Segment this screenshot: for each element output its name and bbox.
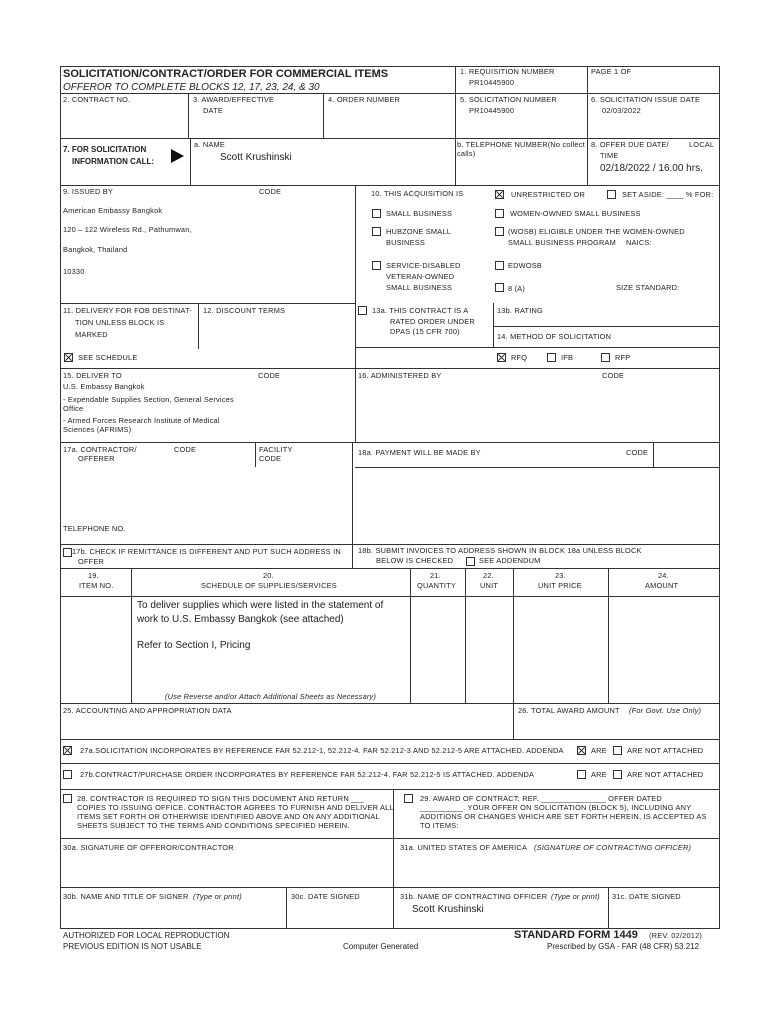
b27a-are-not-checkbox[interactable] bbox=[613, 746, 622, 755]
col24-num: 24. bbox=[658, 571, 669, 580]
delivery-fob-label-2: TION UNLESS BLOCK IS bbox=[75, 318, 165, 327]
rule-r-30b bbox=[60, 887, 720, 888]
women-owned-checkbox[interactable] bbox=[495, 209, 504, 218]
officer-name-note: (Type or print) bbox=[551, 892, 600, 901]
edwosb-label: EDWOSB bbox=[508, 261, 543, 270]
b27a-are-label: ARE bbox=[591, 746, 607, 755]
sdvosb-label-2: VETERAN-OWNED bbox=[386, 272, 455, 281]
b29-line1: 29. AWARD OF CONTRACT: REF. _______________ OFFER DATED bbox=[420, 794, 662, 803]
issued-by-label: 9. ISSUED BY bbox=[63, 187, 114, 196]
ifb-checkbox[interactable] bbox=[547, 353, 556, 362]
rule-b14 bbox=[355, 347, 720, 348]
offeror-signature-label: 30a. SIGNATURE OF OFFEROR/CONTRACTOR bbox=[63, 843, 234, 852]
issue-date-label: 6. SOLICITATION ISSUE DATE bbox=[591, 95, 701, 104]
vrule-31b-31c bbox=[608, 887, 609, 928]
administered-by-code-label: CODE bbox=[602, 371, 625, 380]
wosb-checkbox[interactable] bbox=[495, 227, 504, 236]
prescribed-by: Prescribed by GSA - FAR (48 CFR) 53.212 bbox=[547, 942, 700, 951]
schedule-description-2[interactable]: work to U.S. Embassy Bangkok (see attached) bbox=[137, 614, 344, 625]
footer-computer-generated: Computer Generated bbox=[343, 942, 419, 951]
req-number-label: 1. REQUISITION NUMBER bbox=[460, 67, 555, 76]
b27b-checkbox[interactable] bbox=[63, 770, 72, 779]
small-business-label: SMALL BUSINESS bbox=[386, 209, 453, 218]
set-aside-label: SET ASIDE: ____ % FOR: bbox=[622, 190, 714, 199]
rule-r3 bbox=[60, 185, 720, 186]
offer-due-local: LOCAL bbox=[689, 140, 715, 149]
sdvosb-label-3: SMALL BUSINESS bbox=[386, 283, 453, 292]
discount-terms-label: 12. DISCOUNT TERMS bbox=[203, 306, 286, 315]
vrule-3-4 bbox=[323, 93, 324, 138]
frame-right bbox=[719, 66, 720, 928]
b27b-are-not-checkbox[interactable] bbox=[613, 770, 622, 779]
rfq-checkbox[interactable] bbox=[497, 353, 506, 362]
vrule-17-18 bbox=[352, 442, 353, 544]
vrule-17b-18b bbox=[352, 544, 353, 568]
col21-header: QUANTITY bbox=[417, 581, 456, 590]
arrow-right-icon bbox=[171, 149, 184, 163]
b28-checkbox[interactable] bbox=[63, 794, 72, 803]
block7-label-2: INFORMATION CALL: bbox=[72, 157, 155, 166]
vrule-7a bbox=[190, 138, 191, 185]
telephone-label-2: calls) bbox=[457, 149, 476, 158]
naics-label: NAICS: bbox=[626, 238, 652, 247]
deliver-to-line3[interactable]: Office bbox=[63, 404, 84, 413]
remittance-label: 17b. CHECK IF REMITTANCE IS DIFFERENT AND PUT SUCH ADDRESS IN bbox=[72, 547, 341, 556]
b27b-label: 27b.CONTRACT/PURCHASE ORDER INCORPORATES BY REFERENCE FAR 52.212-4. FAR 52.212-5 IS ATTACHED. ADDENDA bbox=[80, 770, 535, 779]
col20-num: 20. bbox=[263, 571, 274, 580]
rule-b18a-bottom bbox=[355, 467, 720, 468]
vrule-18a-code bbox=[653, 442, 654, 467]
small-business-checkbox[interactable] bbox=[372, 209, 381, 218]
solicitation-number-label: 5. SOLICITATION NUMBER bbox=[460, 95, 557, 104]
telephone-label: b. TELEPHONE NUMBER(No collect bbox=[457, 140, 585, 149]
form-title: SOLICITATION/CONTRACT/ORDER FOR COMMERCIAL ITEMS bbox=[63, 68, 389, 80]
invoices-label: 18b. SUBMIT INVOICES TO ADDRESS SHOWN IN BLOCK 18a UNLESS BLOCK bbox=[358, 546, 642, 555]
usa-signature-label: 31a. UNITED STATES OF AMERICA bbox=[400, 843, 528, 852]
method-label: 14. METHOD OF SOLICITATION bbox=[497, 332, 612, 341]
award-date-label-2: DATE bbox=[203, 106, 223, 115]
officer-date-label: 31c. DATE SIGNED bbox=[612, 892, 681, 901]
col21-num: 21. bbox=[430, 571, 441, 580]
b27a-are-not-label: ARE NOT ATTACHED bbox=[627, 746, 704, 755]
delivery-fob-label: 11. DELIVERY FOR FOB DESTINAT- bbox=[63, 306, 193, 315]
invoices-label-2: BELOW IS CHECKED bbox=[376, 556, 454, 565]
eight-a-checkbox[interactable] bbox=[495, 283, 504, 292]
footer-reproduction: AUTHORIZED FOR LOCAL REPRODUCTION bbox=[63, 931, 230, 940]
rule-r-27b bbox=[60, 763, 720, 764]
officer-name-label: 31b. NAME OF CONTRACTING OFFICER bbox=[400, 892, 548, 901]
total-award-label: 26. TOTAL AWARD AMOUNT bbox=[518, 706, 620, 715]
b28-line1: 28. CONTRACTOR IS REQUIRED TO SIGN THIS DOCUMENT AND RETURN ___ bbox=[77, 794, 365, 803]
facility-code-label-2: CODE bbox=[259, 454, 282, 463]
vrule-25-26 bbox=[513, 703, 514, 739]
rule-r-25 bbox=[60, 703, 720, 704]
deliver-to-line4[interactable]: - Armed Forces Research Institute of Medical bbox=[63, 416, 220, 425]
offeror-date-label: 30c. DATE SIGNED bbox=[291, 892, 360, 901]
rfp-checkbox[interactable] bbox=[601, 353, 610, 362]
vrule-main bbox=[355, 185, 356, 442]
rule-b11-top bbox=[60, 303, 355, 304]
unrestricted-checkbox[interactable] bbox=[495, 190, 504, 199]
col22-header: UNIT bbox=[480, 581, 499, 590]
deliver-to-label: 15. DELIVER TO bbox=[63, 371, 122, 380]
vrule-col22 bbox=[513, 568, 514, 703]
payment-code-label: CODE bbox=[626, 448, 649, 457]
b27b-are-checkbox[interactable] bbox=[577, 770, 586, 779]
sdvosb-label: SERVICE-DISABLED bbox=[386, 261, 461, 270]
rule-r-27a bbox=[60, 739, 720, 740]
rule-r2 bbox=[60, 138, 720, 139]
vrule-col20 bbox=[410, 568, 411, 703]
remittance-label-2: OFFER bbox=[78, 557, 105, 566]
frame-left bbox=[60, 66, 61, 928]
footer-previous-edition: PREVIOUS EDITION IS NOT USABLE bbox=[63, 942, 202, 951]
page-label: PAGE 1 OF bbox=[591, 67, 632, 76]
schedule-description-3[interactable]: Refer to Section I, Pricing bbox=[137, 640, 251, 651]
contractor-label-2: OFFERER bbox=[78, 454, 115, 463]
col23-num: 23. bbox=[555, 571, 566, 580]
sdvosb-checkbox[interactable] bbox=[372, 261, 381, 270]
rated-order-label-3: DPAS (15 CFR 700) bbox=[390, 327, 460, 336]
rated-order-label: 13a. THIS CONTRACT IS A bbox=[372, 306, 469, 315]
administered-by-label: 16. ADMINISTERED BY bbox=[358, 371, 442, 380]
signer-name-label: 30b. NAME AND TITLE OF SIGNER bbox=[63, 892, 189, 901]
set-aside-checkbox[interactable] bbox=[607, 190, 616, 199]
acquisition-label: 10. THIS ACQUISITION IS bbox=[371, 189, 464, 198]
offer-due-label: 8. OFFER DUE DATE/ bbox=[591, 140, 669, 149]
vrule-col23 bbox=[608, 568, 609, 703]
b29-checkbox[interactable] bbox=[404, 794, 413, 803]
wosb-label-2: SMALL BUSINESS PROGRAM bbox=[508, 238, 617, 247]
b27b-are-not-label: ARE NOT ATTACHED bbox=[627, 770, 704, 779]
b29-line3: ADDITIONS OR CHANGES WHICH ARE SET FORTH HEREIN, IS ACCEPTED AS bbox=[420, 812, 707, 821]
form-name: STANDARD FORM 1449 bbox=[514, 929, 638, 941]
vrule-30b-30c bbox=[286, 887, 287, 928]
b29-line2: __________. YOUR OFFER ON SOLICITATION (BLOCK 5), INCLUDING ANY bbox=[420, 803, 692, 812]
hubzone-label-2: BUSINESS bbox=[386, 238, 425, 247]
block7-label: 7. FOR SOLICITATION bbox=[63, 145, 147, 154]
see-addendum-checkbox[interactable] bbox=[466, 557, 475, 566]
solicitation-number-value[interactable]: PR10445900 bbox=[469, 106, 515, 115]
unrestricted-label: UNRESTRICTED OR bbox=[511, 190, 586, 199]
signer-name-note: (Type or print) bbox=[193, 892, 242, 901]
issue-date-value[interactable]: 02/03/2022 bbox=[602, 106, 641, 115]
vrule-2-3 bbox=[188, 93, 189, 138]
vrule-13 bbox=[493, 303, 494, 347]
eight-a-label: 8 (A) bbox=[508, 284, 526, 293]
rule-r-28 bbox=[60, 789, 720, 790]
col19-num: 19. bbox=[88, 571, 99, 580]
vrule-page bbox=[587, 66, 588, 185]
accounting-label: 25. ACCOUNTING AND APPROPRIATION DATA bbox=[63, 706, 232, 715]
rule-r-17 bbox=[60, 442, 720, 443]
b27b-are-label: ARE bbox=[591, 770, 607, 779]
b27a-label: 27a.SOLICITATION INCORPORATES BY REFERENCE FAR 52.212-1, 52.212-4. FAR 52.212-3 AND 52.212-5 ARE ATTACHED. ADDENDA bbox=[80, 746, 564, 755]
rule-r-30a bbox=[60, 838, 720, 839]
offer-due-time-label: TIME bbox=[600, 151, 619, 160]
contact-name-label: a. NAME bbox=[194, 140, 225, 149]
telephone-no-label: TELEPHONE NO. bbox=[63, 524, 126, 533]
vrule-11-12 bbox=[198, 303, 199, 349]
rfq-label: RFQ bbox=[511, 353, 528, 362]
issued-by-line2[interactable]: 120 – 122 Wireless Rd., Pathumwan, bbox=[63, 225, 192, 234]
schedule-note: (Use Reverse and/or Attach Additional Sheets as Necessary) bbox=[165, 692, 377, 701]
b28-line2: COPIES TO ISSUING OFFICE. CONTRACTOR AGREES TO FURNISH AND DELIVER ALL bbox=[77, 803, 394, 812]
size-standard-label: SIZE STANDARD: bbox=[616, 283, 680, 292]
form-revision: (REV. 02/2012) bbox=[649, 931, 703, 940]
women-owned-label: WOMEN-OWNED SMALL BUSINESS bbox=[510, 209, 641, 218]
usa-signature-note: (SIGNATURE OF CONTRACTING OFFICER) bbox=[534, 843, 692, 852]
deliver-to-code-label: CODE bbox=[258, 371, 281, 380]
issued-by-code-label: CODE bbox=[259, 187, 282, 196]
remittance-checkbox[interactable] bbox=[63, 548, 72, 557]
payment-by-label: 18a. PAYMENT WILL BE MADE BY bbox=[358, 448, 481, 457]
award-date-label: 3. AWARD/EFFECTIVE bbox=[193, 95, 275, 104]
vrule-1 bbox=[455, 66, 456, 185]
facility-code-label: FACILITY bbox=[259, 445, 293, 454]
ifb-label: IFB bbox=[561, 353, 574, 362]
see-schedule-checkbox[interactable] bbox=[64, 353, 73, 362]
vrule-col21 bbox=[465, 568, 466, 703]
rated-order-label-2: RATED ORDER UNDER bbox=[390, 317, 475, 326]
contract-no-label: 2. CONTRACT NO. bbox=[63, 95, 131, 104]
b28-line3: ITEMS SET FORTH OR OTHERWISE IDENTIFIED ABOVE AND ON ANY ADDITIONAL bbox=[77, 812, 380, 821]
b29-line4: TO ITEMS: bbox=[420, 821, 459, 830]
rule-r-17b bbox=[60, 544, 720, 545]
rule-r-sched-head bbox=[60, 568, 720, 569]
deliver-to-line2[interactable]: - Expendable Supplies Section, General Services bbox=[63, 395, 234, 404]
b28-line4: SHEETS SUBJECT TO THE TERMS AND CONDITIONS SPECIFIED HEREIN. bbox=[77, 821, 350, 830]
deliver-to-line5[interactable]: Sciences (AFRIMS) bbox=[63, 425, 132, 434]
col19-header: ITEM NO. bbox=[79, 581, 114, 590]
deliver-to-line1[interactable]: U.S. Embassy Bangkok bbox=[63, 382, 145, 391]
col23-header: UNIT PRICE bbox=[538, 581, 582, 590]
rule-b13b bbox=[493, 326, 720, 327]
b27a-checkbox[interactable] bbox=[63, 746, 72, 755]
issued-by-line4[interactable]: 10330 bbox=[63, 267, 85, 276]
rule-r-sched-cols bbox=[60, 596, 720, 597]
rule-r-15 bbox=[60, 368, 720, 369]
edwosb-checkbox[interactable] bbox=[495, 261, 504, 270]
vrule-col19 bbox=[131, 568, 132, 703]
delivery-fob-label-3: MARKED bbox=[75, 330, 108, 339]
total-award-note: (For Govt. Use Only) bbox=[629, 706, 702, 715]
col24-header: AMOUNT bbox=[645, 581, 679, 590]
issued-by-line3[interactable]: Bangkok, Thailand bbox=[63, 245, 128, 254]
schedule-description-1[interactable]: To deliver supplies which were listed in the statement of bbox=[137, 600, 384, 611]
see-addendum-label: SEE ADDENDUM bbox=[479, 556, 541, 565]
b27a-are-checkbox[interactable] bbox=[577, 746, 586, 755]
rated-order-checkbox[interactable] bbox=[358, 306, 367, 315]
vrule-facility bbox=[255, 442, 256, 467]
rating-label: 13b. RATING bbox=[497, 306, 544, 315]
contractor-label: 17a. CONTRACTOR/ bbox=[63, 445, 137, 454]
officer-name-value[interactable]: Scott Krushinski bbox=[412, 904, 484, 915]
contact-name-value[interactable]: Scott Krushinski bbox=[220, 152, 292, 163]
form-subtitle: OFFEROR TO COMPLETE BLOCKS 12, 17, 23, 24, & 30 bbox=[63, 82, 320, 93]
col20-header: SCHEDULE OF SUPPLIES/SERVICES bbox=[201, 581, 337, 590]
req-number-value[interactable]: PR10445900 bbox=[469, 78, 515, 87]
contractor-code-label: CODE bbox=[174, 445, 197, 454]
order-number-label: 4. ORDER NUMBER bbox=[328, 95, 400, 104]
issued-by-line1[interactable]: American Embassy Bangkok bbox=[63, 206, 163, 215]
col22-num: 22. bbox=[483, 571, 494, 580]
wosb-label: (WOSB) ELIGIBLE UNDER THE WOMEN-OWNED bbox=[508, 227, 685, 236]
rfp-label: RFP bbox=[615, 353, 631, 362]
see-schedule-label: SEE SCHEDULE bbox=[78, 353, 138, 362]
offer-due-value[interactable]: 02/18/2022 / 16.00 hrs. bbox=[600, 163, 703, 174]
hubzone-checkbox[interactable] bbox=[372, 227, 381, 236]
hubzone-label: HUBZONE SMALL bbox=[386, 227, 452, 236]
